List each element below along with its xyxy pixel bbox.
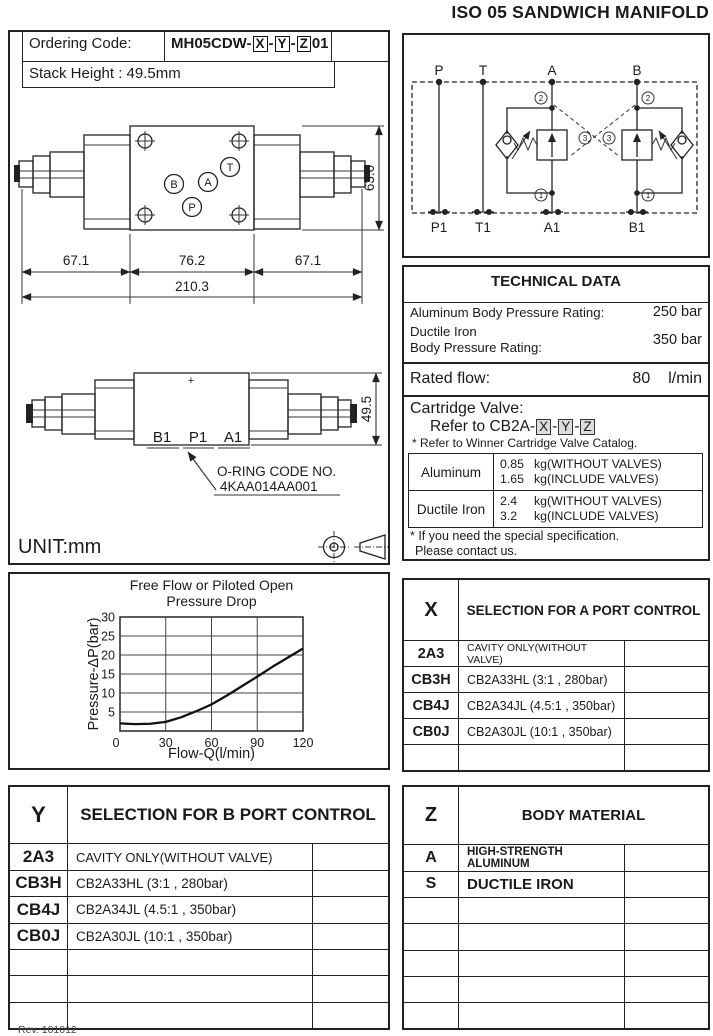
rated-flow-number: 80 (632, 370, 651, 387)
empty-cell (313, 844, 388, 869)
dim-210-3: 210.3 (175, 279, 209, 294)
empty-cell (404, 898, 459, 923)
y-row-desc: CB2A30JL (10:1 , 350bar) (68, 924, 313, 949)
y-row-code: CB3H (10, 871, 68, 896)
cartridge-valve-title: Cartridge Valve: (410, 400, 524, 417)
rated-flow-label: Rated flow: (410, 370, 491, 387)
stack-height-label: Stack Height : 49.5mm (29, 64, 181, 82)
callout-1: 1 (538, 191, 544, 200)
table-row (10, 871, 388, 897)
footnote-line1: * If you need the special specification. (410, 529, 620, 543)
aluminum-rating-label: Aluminum Body Pressure Rating: (410, 304, 605, 320)
code-dash: - (268, 35, 274, 52)
x-axis-label: Flow-Q(l/min) (168, 746, 255, 762)
weight-table (408, 453, 703, 528)
pressure-drop-chart-svg (10, 574, 388, 768)
port-t-label: T (226, 162, 234, 174)
table-row (404, 719, 708, 745)
cone-symbol-icon (354, 535, 388, 559)
weight-text: kg(INCLUDE VALVES) (534, 509, 659, 523)
x-row-desc: CB2A33HL (3:1 , 280bar) (459, 667, 625, 692)
y-tick-label: 20 (101, 648, 115, 663)
x-row-code: CB4J (404, 693, 459, 718)
chart-subtitle: Pressure Drop (166, 593, 257, 609)
empty-cell (313, 976, 388, 1001)
empty-cell (459, 898, 625, 923)
schematic-port-p1: P1 (430, 220, 448, 235)
weight-number: 1.65 (500, 472, 524, 486)
x-selection-panel (402, 578, 710, 772)
pilot-lines (554, 105, 635, 157)
table-row (404, 641, 708, 667)
dimension-row-1 (22, 253, 362, 272)
empty-cell (625, 872, 708, 898)
schematic-bottom-ports (431, 220, 646, 235)
empty-cell (459, 1003, 625, 1028)
table-row (404, 872, 708, 899)
weight-text: kg(WITHOUT VALVES) (534, 493, 662, 508)
ordering-code-label: Ordering Code: (23, 32, 165, 61)
callout-2: 2 (538, 94, 544, 103)
schematic-port-b1: B1 (628, 220, 646, 235)
code-dash: - (552, 418, 558, 435)
schematic-panel (402, 33, 710, 258)
table-row (404, 667, 708, 693)
revision-note: Rev. 101012 (18, 1024, 77, 1036)
empty-cell (313, 897, 388, 922)
cartridge-refer-line (430, 418, 596, 436)
z-row-desc: HIGH-STRENGTH ALUMINUM (459, 845, 625, 871)
table-row-empty (10, 976, 388, 1002)
technical-data-header: TECHNICAL DATA (404, 267, 708, 303)
rated-flow-value (632, 370, 702, 388)
ductile-rating-label-line2: Body Pressure Rating: (410, 340, 542, 355)
front-view-drawing (18, 373, 388, 563)
schematic-port-a1: A1 (543, 220, 561, 235)
dim-67-1-left: 67.1 (62, 253, 90, 268)
z-row-desc: DUCTILE IRON (459, 872, 625, 898)
manifold-drawing-svg (10, 32, 388, 563)
ductile-rating-value: 350 bar (652, 332, 702, 348)
schematic-port-t: T (478, 63, 488, 78)
dim-63-0: 63.0 (362, 164, 377, 192)
divider (404, 395, 708, 397)
footnote-line2: Please contact us. (415, 544, 518, 558)
empty-cell (459, 924, 625, 949)
y-axis-label: Pressure-ΔP(bar) (86, 617, 102, 731)
x-header-label: SELECTION FOR A PORT CONTROL (466, 602, 701, 618)
t-line (472, 79, 494, 215)
empty-cell (10, 976, 68, 1001)
table-row-empty (10, 950, 388, 976)
empty-cell (625, 641, 708, 666)
schematic-top-ports (434, 63, 641, 78)
table-row-empty (404, 977, 708, 1003)
weight-text: kg(INCLUDE VALVES) (534, 472, 659, 486)
port-p-label: P (188, 202, 196, 214)
dimension-row-2 (22, 279, 362, 297)
empty-cell (625, 693, 708, 718)
x-row-code: 2A3 (404, 641, 459, 666)
x-table-header (404, 580, 708, 641)
empty-cell (459, 951, 625, 976)
front-p1-label: P1 (188, 429, 208, 446)
table-row (404, 693, 708, 719)
z-row-code: S (404, 872, 459, 898)
code-dash: - (290, 35, 296, 52)
x-selection-table (404, 580, 708, 770)
callout-2: 2 (645, 94, 651, 103)
y-row-code: CB4J (10, 897, 68, 922)
y-tick-label: 10 (101, 686, 115, 701)
pressure-rating-row-ductile (410, 323, 702, 357)
y-selection-table (10, 787, 388, 1028)
empty-cell (625, 845, 708, 871)
empty-cell (625, 745, 708, 770)
cartridge-refer-prefix: Refer to CB2A- (430, 418, 536, 435)
rated-flow-row (410, 367, 702, 391)
table-row (404, 845, 708, 872)
plus-mark: + (187, 375, 195, 387)
port-labels-top-view (165, 158, 240, 217)
front-b1-label: B1 (152, 429, 172, 446)
z-material-table (404, 787, 708, 1028)
empty-cell (459, 977, 625, 1002)
empty-cell (68, 950, 313, 975)
page-title: ISO 05 SANDWICH MANIFOLD (451, 2, 709, 22)
schematic-port-a: A (547, 63, 557, 78)
b-line-counterbalance (622, 79, 693, 215)
table-row-empty (404, 745, 708, 770)
weight-text: kg(WITHOUT VALVES) (534, 456, 662, 471)
weight-row-ductile (409, 490, 702, 527)
empty-cell (313, 1003, 388, 1028)
aluminum-rating-value: 250 bar (652, 304, 702, 320)
table-row (10, 844, 388, 870)
y-selection-panel (8, 785, 390, 1030)
empty-cell (404, 977, 459, 1002)
dim-49-5: 49.5 (359, 395, 374, 423)
special-spec-footnote (410, 529, 619, 559)
z-row-code: A (404, 845, 459, 871)
schematic-port-b: B (632, 63, 642, 78)
empty-cell (625, 898, 708, 923)
empty-cell (68, 976, 313, 1001)
cartridge-note: * Refer to Winner Cartridge Valve Catalog. (412, 436, 638, 450)
callout-1: 1 (645, 191, 651, 200)
empty-cell (10, 950, 68, 975)
empty-cell (625, 719, 708, 744)
y-row-desc: CAVITY ONLY(WITHOUT VALVE) (68, 844, 313, 869)
y-header-code: Y (10, 787, 68, 843)
callout-3: 3 (606, 134, 612, 143)
code-suffix: 01 (311, 35, 329, 52)
empty-cell (313, 950, 388, 975)
empty-cell (404, 924, 459, 949)
x-tick-label: 30 (158, 736, 173, 750)
code-y-box: Y (275, 36, 290, 52)
empty-cell (404, 745, 459, 770)
z-table-header (404, 787, 708, 845)
empty-cell (68, 1003, 313, 1028)
oring-note-line1: O-RING CODE NO. (217, 464, 337, 479)
p-line (428, 79, 450, 215)
weight-number: 2.4 (500, 493, 518, 508)
cartridge-z-box: Z (580, 419, 594, 435)
x-tick-label: 0 (112, 736, 120, 750)
z-header-code: Z (404, 787, 459, 844)
empty-cell (625, 951, 708, 976)
x-tick-label: 60 (204, 736, 219, 750)
weight-number: 0.85 (500, 456, 524, 471)
weight-values-aluminum (494, 454, 702, 490)
empty-cell (625, 1003, 708, 1028)
code-dash: - (574, 418, 580, 435)
y-row-code: 2A3 (10, 844, 68, 869)
y-tick-label: 5 (108, 705, 115, 720)
projection-symbol-icon (318, 531, 350, 563)
empty-cell (313, 924, 388, 949)
pressure-drop-chart-panel (8, 572, 390, 770)
x-row-code: CB3H (404, 667, 459, 692)
x-row-desc: CAVITY ONLY(WITHOUT VALVE) (459, 641, 625, 666)
ductile-rating-label (410, 324, 542, 357)
code-z-box: Z (297, 36, 311, 52)
y-tick-label: 25 (101, 629, 115, 644)
pressure-rating-row-aluminum (410, 303, 702, 321)
y-table-header (10, 787, 388, 844)
code-x-box: X (253, 36, 268, 52)
unit-label: UNIT:mm (18, 536, 102, 558)
y-tick-label: 15 (101, 667, 115, 682)
weight-number: 3.2 (500, 509, 518, 523)
ductile-rating-label-line1: Ductile Iron (410, 323, 477, 339)
x-header-code: X (404, 580, 459, 640)
y-row-desc: CB2A34JL (4.5:1 , 350bar) (68, 897, 313, 922)
empty-cell (625, 977, 708, 1002)
empty-cell (625, 924, 708, 949)
empty-cell (313, 871, 388, 896)
x-row-desc: CB2A34JL (4.5:1 , 350bar) (459, 693, 625, 718)
table-row-empty (404, 1003, 708, 1028)
divider (404, 362, 708, 364)
x-row-code: CB0J (404, 719, 459, 744)
schematic-port-t1: T1 (475, 220, 491, 235)
weight-material-ductile: Ductile Iron (409, 491, 494, 527)
dim-67-1-right: 67.1 (294, 253, 322, 268)
y-row-desc: CB2A33HL (3:1 , 280bar) (68, 871, 313, 896)
x-tick-label: 90 (250, 736, 265, 750)
table-row-empty (404, 924, 708, 950)
a-line-counterbalance (496, 79, 567, 215)
port-a-label: A (204, 177, 212, 189)
technical-data-panel (402, 265, 710, 561)
front-a1-label: A1 (223, 429, 243, 446)
weight-row-aluminum (409, 454, 702, 490)
table-row-empty (404, 951, 708, 977)
z-material-panel (402, 785, 710, 1030)
y-tick-label: 30 (101, 610, 115, 625)
schematic-port-p: P (434, 63, 444, 78)
code-prefix: MH05CDW- (171, 35, 252, 52)
cartridge-y-box: Y (558, 419, 573, 435)
empty-cell (625, 667, 708, 692)
chart-title: Free Flow or Piloted Open (129, 577, 294, 593)
cartridge-x-box: X (536, 419, 551, 435)
z-header-label: BODY MATERIAL (521, 806, 646, 824)
table-row (10, 897, 388, 923)
x-row-desc: CB2A30JL (10:1 , 350bar) (459, 719, 625, 744)
front-port-labels (147, 429, 250, 448)
oring-note-line2: 4KAA014AA001 (220, 479, 318, 494)
dim-76-2: 76.2 (178, 253, 206, 268)
empty-cell (404, 951, 459, 976)
x-tick-label: 120 (292, 736, 314, 750)
drawing-panel (8, 30, 390, 565)
callout-3: 3 (582, 134, 588, 143)
table-row-empty (404, 898, 708, 924)
table-row (10, 924, 388, 950)
weight-values-ductile (494, 491, 702, 527)
empty-cell (404, 1003, 459, 1028)
y-header-label: SELECTION FOR B PORT CONTROL (80, 805, 376, 825)
rated-flow-unit: l/min (668, 370, 702, 387)
hydraulic-schematic-svg (404, 35, 706, 255)
top-view-drawing (14, 126, 384, 304)
port-b-label: B (170, 179, 178, 191)
empty-cell (459, 745, 625, 770)
oring-note (188, 452, 340, 495)
weight-material-aluminum: Aluminum (409, 454, 494, 490)
y-row-code: CB0J (10, 924, 68, 949)
